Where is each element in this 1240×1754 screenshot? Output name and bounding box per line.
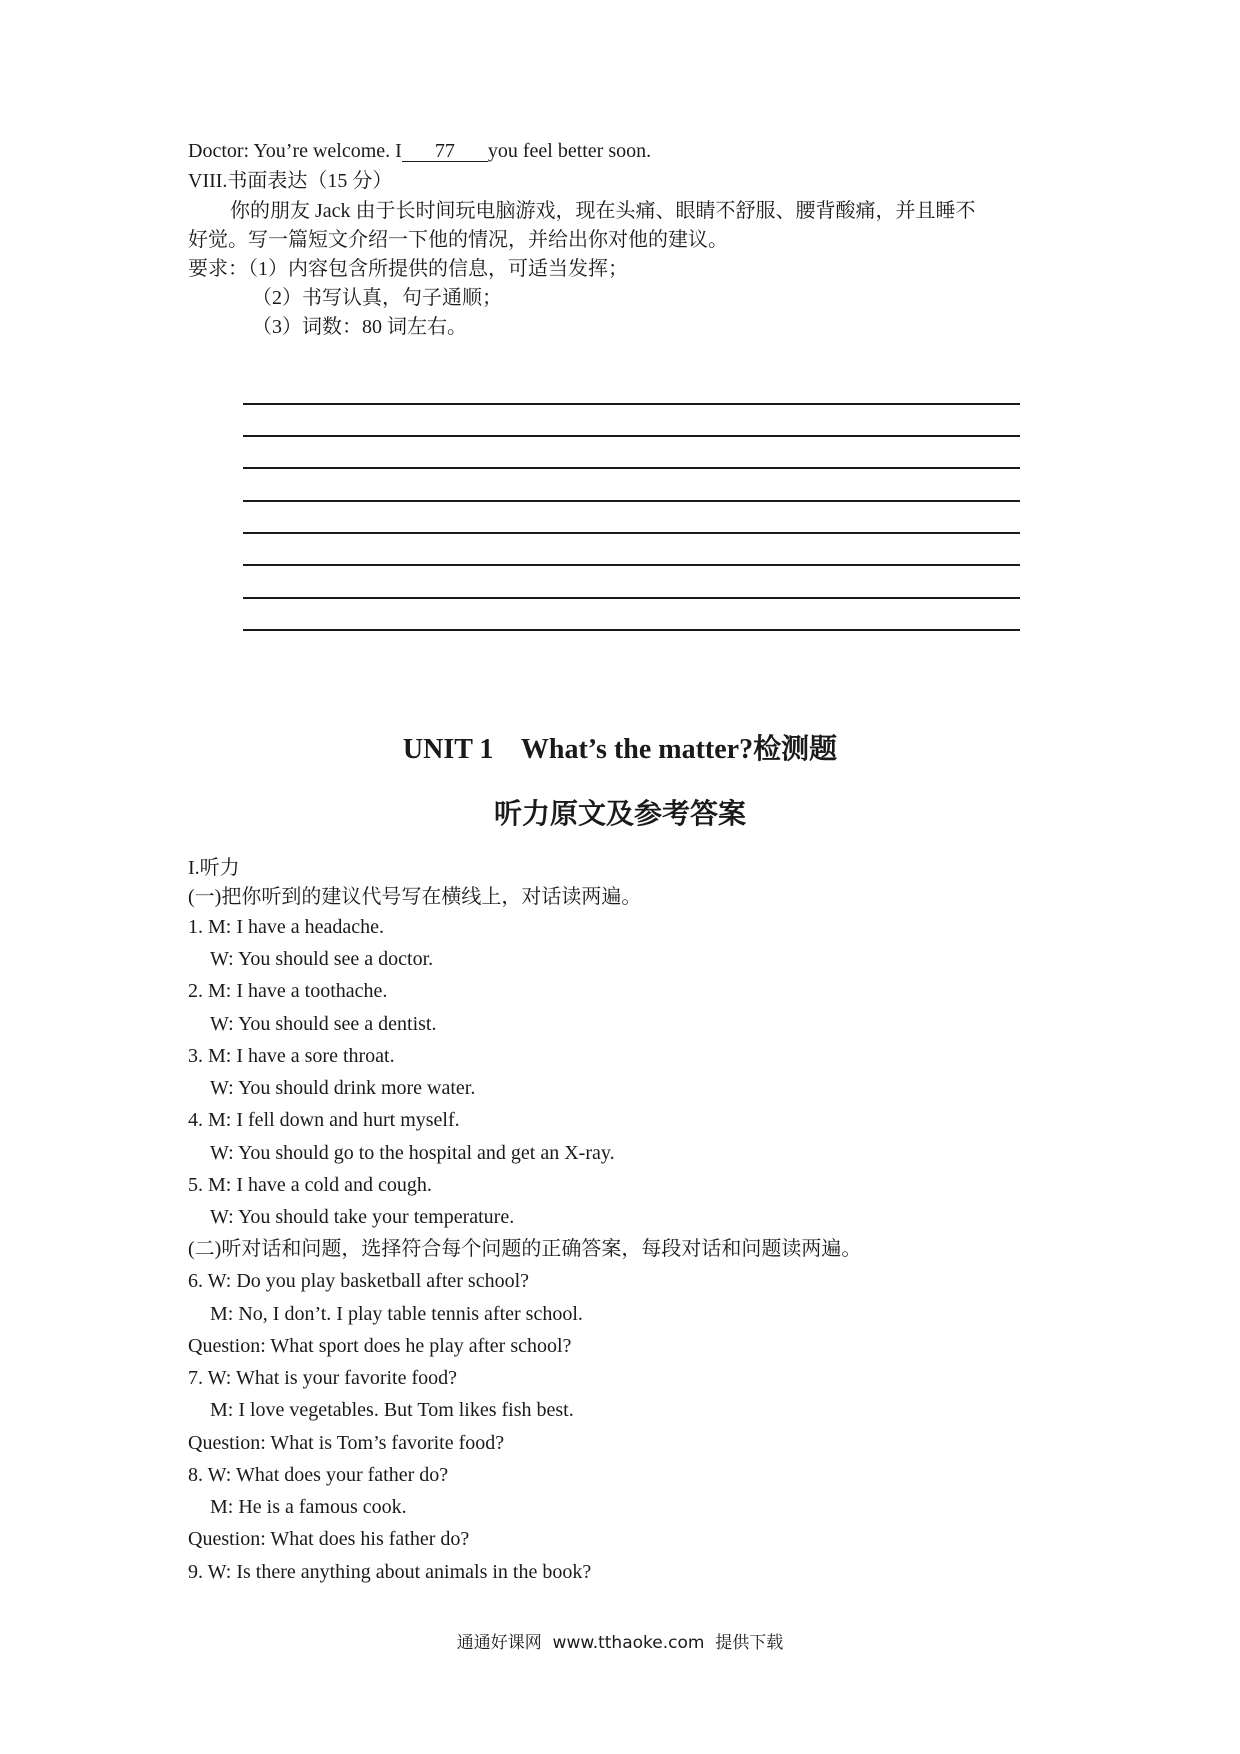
writing-prompt-line-1: 你的朋友 Jack 由于长时间玩电脑游戏，现在头痛、眼睛不舒服、腰背酸痛，并且睡不 [230,200,976,222]
dialogue-line: W: You should go to the hospital and get an X-ray. [210,1142,615,1164]
answer-key-subtitle: 听力原文及参考答案 [493,799,746,830]
unit-title: UNIT 1 What’s the matter?检测题 [402,734,838,765]
dialogue-line: M: He is a famous cook. [210,1496,407,1518]
dialogue-line: 6. W: Do you play basketball after school? [188,1270,530,1292]
answer-blank: 77 [402,141,488,162]
doctor-dialogue-line [188,138,651,164]
dialogue-line: M: I love vegetables. But Tom likes fish best. [210,1399,574,1421]
dialogue-line: M: No, I don’t. I play table tennis after school. [210,1303,583,1325]
writing-line [243,403,1020,405]
question-line: Question: What does his father do? [188,1528,470,1550]
part1-instruction: (一)把你听到的建议代号写在横线上，对话读两遍。 [188,886,642,908]
writing-line [243,629,1020,631]
dialogue-line: 9. W: Is there anything about animals in the book? [188,1561,592,1583]
question-line: Question: What is Tom’s favorite food? [188,1432,505,1454]
dialogue-line: 8. W: What does your father do? [188,1464,449,1486]
dialogue-line: 3. M: I have a sore throat. [188,1045,395,1067]
dialogue-line: W: You should drink more water. [210,1077,476,1099]
dialogue-before-blank: Doctor: You’re welcome. I [188,140,402,162]
writing-line [243,435,1020,437]
dialogue-line: 7. W: What is your favorite food? [188,1367,458,1389]
writing-prompt-line-2: 好觉。写一篇短文介绍一下他的情况，并给出你对他的建议。 [188,229,728,251]
dialogue-line: W: You should see a doctor. [210,948,434,970]
part2-instruction: (二)听对话和问题，选择符合每个问题的正确答案，每段对话和问题读两遍。 [188,1238,862,1260]
dialogue-line: W: You should see a dentist. [210,1013,437,1035]
dialogue-line: 1. M: I have a headache. [188,916,385,938]
writing-line [243,532,1020,534]
dialogue-line: 5. M: I have a cold and cough. [188,1174,432,1196]
writing-line [243,467,1020,469]
footer-credit: 通通好课网 www.tthaoke.com 提供下载 [456,1633,784,1653]
dialogue-line: W: You should take your temperature. [210,1206,515,1228]
dialogue-line: 2. M: I have a toothache. [188,980,388,1002]
writing-requirement-1: 要求：（1）内容包含所提供的信息，可适当发挥； [188,258,628,280]
dialogue-after-blank: you feel better soon. [487,140,652,162]
writing-line [243,597,1020,599]
writing-line [243,564,1020,566]
dialogue-line: 4. M: I fell down and hurt myself. [188,1109,460,1131]
writing-section-title: VIII.书面表达（15 分） [188,170,393,192]
listening-heading: I.听力 [188,857,240,879]
question-line: Question: What sport does he play after school? [188,1335,572,1357]
writing-requirement-3: （3）词数：80 词左右。 [252,316,467,338]
writing-requirement-2: （2）书写认真，句子通顺； [252,287,502,309]
writing-line [243,500,1020,502]
